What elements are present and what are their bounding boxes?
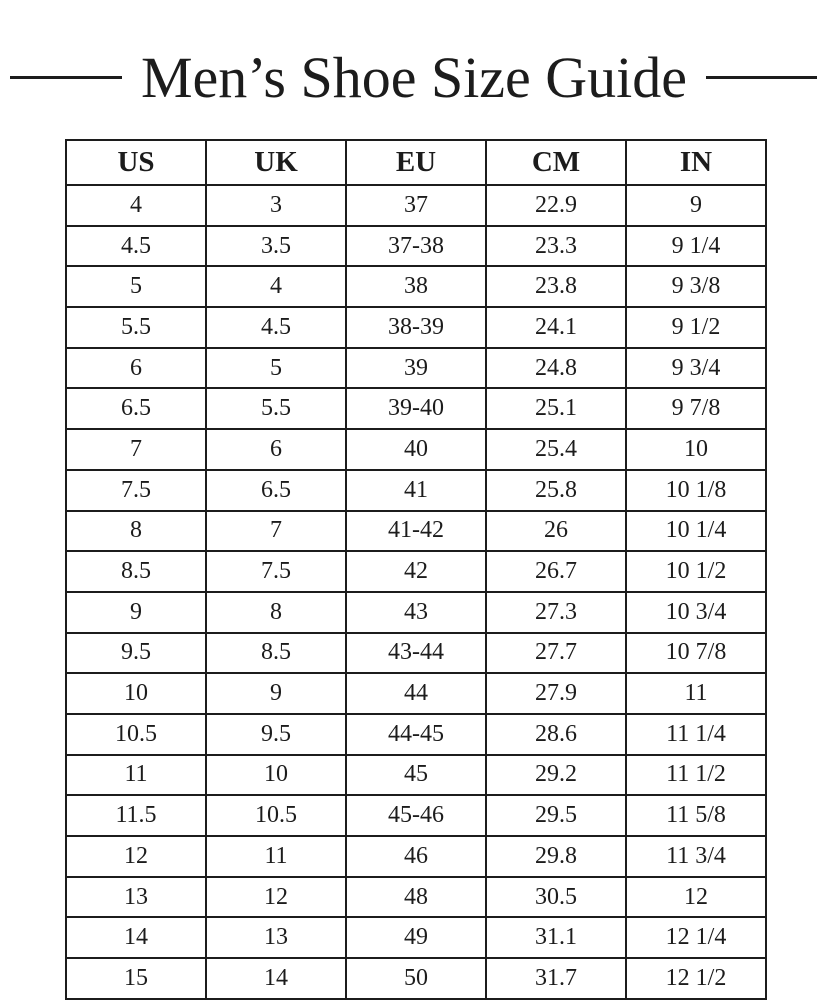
cell-eu: 39-40 xyxy=(346,388,486,429)
cell-cm: 31.7 xyxy=(486,958,626,999)
table-row xyxy=(66,633,766,674)
cell-cm: 22.9 xyxy=(486,185,626,226)
cell-uk: 9.5 xyxy=(206,714,346,755)
cell-eu: 44 xyxy=(346,673,486,714)
cell-uk: 12 xyxy=(206,877,346,918)
cell-in: 11 3/4 xyxy=(626,836,766,877)
cell-cm: 31.1 xyxy=(486,917,626,958)
cell-uk: 10.5 xyxy=(206,795,346,836)
table-row xyxy=(66,307,766,348)
cell-us: 10 xyxy=(66,673,206,714)
cell-in: 11 xyxy=(626,673,766,714)
table-row xyxy=(66,836,766,877)
cell-in: 11 5/8 xyxy=(626,795,766,836)
cell-cm: 25.1 xyxy=(486,388,626,429)
table-row xyxy=(66,755,766,796)
cell-uk: 14 xyxy=(206,958,346,999)
table-row xyxy=(66,266,766,307)
header-row xyxy=(66,140,766,185)
cell-in: 9 3/4 xyxy=(626,348,766,389)
cell-eu: 45 xyxy=(346,755,486,796)
cell-eu: 46 xyxy=(346,836,486,877)
cell-us: 5 xyxy=(66,266,206,307)
cell-cm: 27.7 xyxy=(486,633,626,674)
table-row xyxy=(66,592,766,633)
cell-us: 11 xyxy=(66,755,206,796)
cell-eu: 42 xyxy=(346,551,486,592)
table-row xyxy=(66,551,766,592)
cell-us: 5.5 xyxy=(66,307,206,348)
cell-in: 11 1/2 xyxy=(626,755,766,796)
cell-in: 10 7/8 xyxy=(626,633,766,674)
cell-in: 10 1/2 xyxy=(626,551,766,592)
cell-us: 4 xyxy=(66,185,206,226)
cell-in: 9 1/2 xyxy=(626,307,766,348)
table-row xyxy=(66,388,766,429)
cell-in: 12 1/4 xyxy=(626,917,766,958)
cell-us: 12 xyxy=(66,836,206,877)
cell-cm: 29.5 xyxy=(486,795,626,836)
cell-uk: 3 xyxy=(206,185,346,226)
cell-in: 9 1/4 xyxy=(626,226,766,267)
page-title: Men’s Shoe Size Guide xyxy=(140,45,688,110)
cell-cm: 27.9 xyxy=(486,673,626,714)
cell-cm: 26.7 xyxy=(486,551,626,592)
cell-eu: 49 xyxy=(346,917,486,958)
cell-eu: 43 xyxy=(346,592,486,633)
title-row xyxy=(0,38,828,118)
table-row xyxy=(66,795,766,836)
cell-in: 12 1/2 xyxy=(626,958,766,999)
header-uk: UK xyxy=(206,140,346,185)
table-row xyxy=(66,348,766,389)
cell-cm: 24.8 xyxy=(486,348,626,389)
table-row xyxy=(66,958,766,999)
cell-eu: 38-39 xyxy=(346,307,486,348)
cell-us: 8.5 xyxy=(66,551,206,592)
cell-cm: 25.4 xyxy=(486,429,626,470)
cell-eu: 50 xyxy=(346,958,486,999)
cell-cm: 24.1 xyxy=(486,307,626,348)
header-us: US xyxy=(66,140,206,185)
cell-uk: 4.5 xyxy=(206,307,346,348)
cell-eu: 38 xyxy=(346,266,486,307)
cell-cm: 29.8 xyxy=(486,836,626,877)
cell-us: 9 xyxy=(66,592,206,633)
header-eu: EU xyxy=(346,140,486,185)
cell-cm: 23.3 xyxy=(486,226,626,267)
table-row xyxy=(66,185,766,226)
table-row xyxy=(66,470,766,511)
cell-eu: 37 xyxy=(346,185,486,226)
cell-uk: 8.5 xyxy=(206,633,346,674)
cell-uk: 4 xyxy=(206,266,346,307)
cell-in: 9 7/8 xyxy=(626,388,766,429)
table-row xyxy=(66,511,766,552)
cell-uk: 6 xyxy=(206,429,346,470)
cell-eu: 37-38 xyxy=(346,226,486,267)
cell-uk: 13 xyxy=(206,917,346,958)
cell-uk: 5.5 xyxy=(206,388,346,429)
table-row xyxy=(66,877,766,918)
cell-us: 14 xyxy=(66,917,206,958)
cell-in: 10 1/8 xyxy=(626,470,766,511)
cell-cm: 30.5 xyxy=(486,877,626,918)
cell-eu: 44-45 xyxy=(346,714,486,755)
title-rule-right xyxy=(706,76,817,79)
cell-uk: 11 xyxy=(206,836,346,877)
cell-uk: 8 xyxy=(206,592,346,633)
cell-in: 10 3/4 xyxy=(626,592,766,633)
header-in: IN xyxy=(626,140,766,185)
cell-eu: 41-42 xyxy=(346,511,486,552)
cell-in: 10 xyxy=(626,429,766,470)
cell-uk: 3.5 xyxy=(206,226,346,267)
cell-us: 9.5 xyxy=(66,633,206,674)
size-table xyxy=(65,139,767,1000)
cell-uk: 7.5 xyxy=(206,551,346,592)
cell-eu: 39 xyxy=(346,348,486,389)
cell-cm: 28.6 xyxy=(486,714,626,755)
table-body xyxy=(66,185,766,999)
table-row xyxy=(66,226,766,267)
cell-cm: 23.8 xyxy=(486,266,626,307)
cell-uk: 5 xyxy=(206,348,346,389)
cell-uk: 9 xyxy=(206,673,346,714)
cell-uk: 7 xyxy=(206,511,346,552)
cell-us: 7.5 xyxy=(66,470,206,511)
table-header xyxy=(66,140,766,185)
cell-us: 6 xyxy=(66,348,206,389)
cell-eu: 41 xyxy=(346,470,486,511)
cell-in: 9 3/8 xyxy=(626,266,766,307)
cell-us: 7 xyxy=(66,429,206,470)
table-row xyxy=(66,429,766,470)
cell-cm: 26 xyxy=(486,511,626,552)
table-row xyxy=(66,673,766,714)
cell-in: 11 1/4 xyxy=(626,714,766,755)
cell-cm: 25.8 xyxy=(486,470,626,511)
cell-us: 10.5 xyxy=(66,714,206,755)
table-row xyxy=(66,714,766,755)
cell-uk: 6.5 xyxy=(206,470,346,511)
table-row xyxy=(66,917,766,958)
cell-us: 4.5 xyxy=(66,226,206,267)
cell-eu: 43-44 xyxy=(346,633,486,674)
cell-us: 15 xyxy=(66,958,206,999)
cell-eu: 40 xyxy=(346,429,486,470)
cell-us: 8 xyxy=(66,511,206,552)
header-cm: CM xyxy=(486,140,626,185)
cell-uk: 10 xyxy=(206,755,346,796)
cell-cm: 27.3 xyxy=(486,592,626,633)
title-rule-left xyxy=(10,76,122,79)
cell-eu: 45-46 xyxy=(346,795,486,836)
cell-in: 12 xyxy=(626,877,766,918)
cell-in: 10 1/4 xyxy=(626,511,766,552)
cell-in: 9 xyxy=(626,185,766,226)
cell-cm: 29.2 xyxy=(486,755,626,796)
cell-eu: 48 xyxy=(346,877,486,918)
cell-us: 6.5 xyxy=(66,388,206,429)
cell-us: 13 xyxy=(66,877,206,918)
cell-us: 11.5 xyxy=(66,795,206,836)
